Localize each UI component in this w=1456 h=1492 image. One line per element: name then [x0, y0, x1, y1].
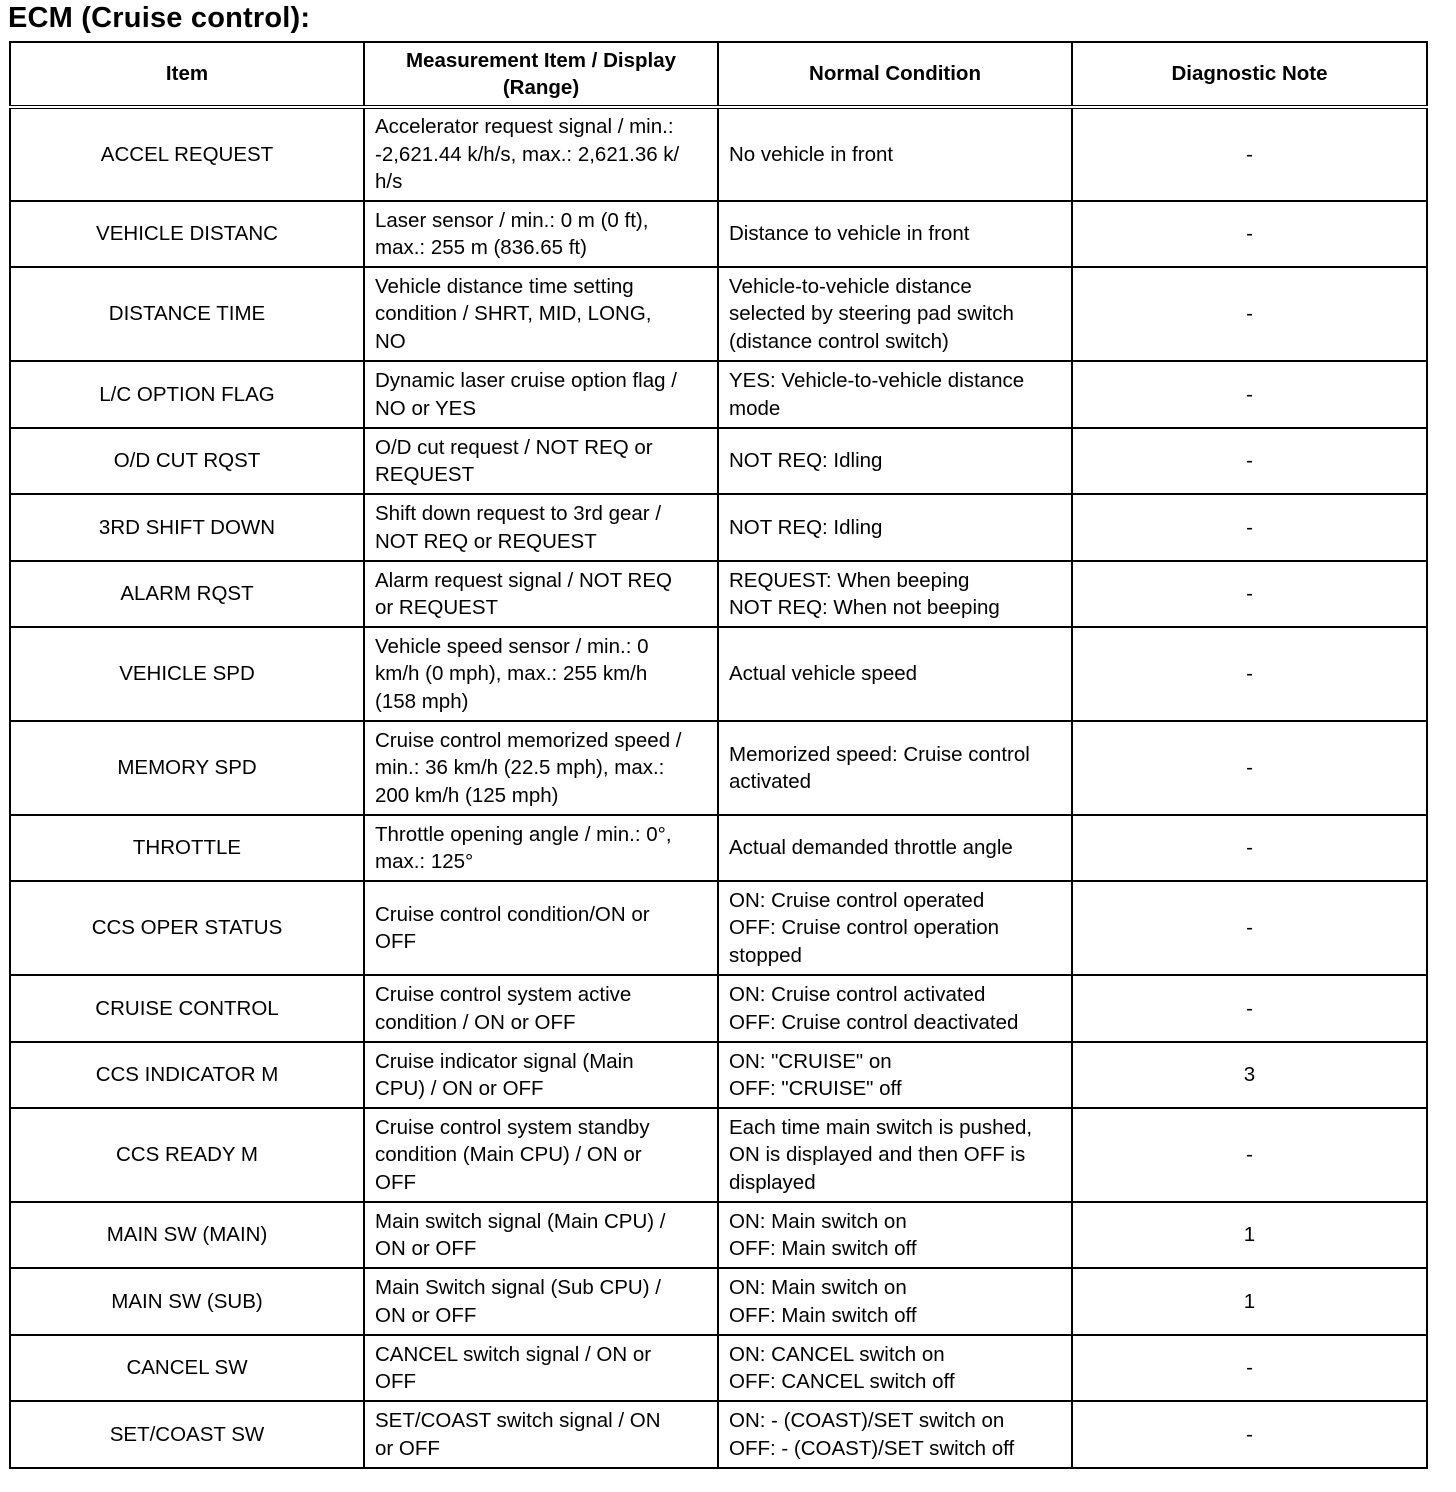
- cell-note: -: [1072, 107, 1427, 201]
- table-row: [10, 1335, 1427, 1401]
- cell-measurement: Laser sensor / min.: 0 m (0 ft), max.: 255 m (836.65 ft): [364, 201, 718, 267]
- cell-note: 1: [1072, 1268, 1427, 1335]
- cell-normal: ON: Main switch on OFF: Main switch off: [718, 1202, 1072, 1268]
- cell-normal: ON: Cruise control activated OFF: Cruise control deactivated: [718, 975, 1072, 1042]
- cell-measurement: Cruise control system standby condition (Main CPU) / ON or OFF: [364, 1108, 718, 1202]
- table-row: [10, 201, 1427, 267]
- cell-measurement: Main switch signal (Main CPU) / ON or OFF: [364, 1202, 718, 1268]
- cell-item: ALARM RQST: [10, 561, 364, 627]
- cell-note: -: [1072, 267, 1427, 361]
- cell-note: -: [1072, 561, 1427, 627]
- cell-note: -: [1072, 1108, 1427, 1202]
- cell-note: -: [1072, 881, 1427, 975]
- table-row: [10, 627, 1427, 721]
- cell-normal: ON: "CRUISE" on OFF: "CRUISE" off: [718, 1042, 1072, 1108]
- cell-item: CRUISE CONTROL: [10, 975, 364, 1042]
- cell-item: MEMORY SPD: [10, 721, 364, 815]
- cell-item: VEHICLE SPD: [10, 627, 364, 721]
- cell-measurement: Cruise control memorized speed / min.: 36 km/h (22.5 mph), max.: 200 km/h (125 mph): [364, 721, 718, 815]
- cell-item: CANCEL SW: [10, 1335, 364, 1401]
- cell-item: 3RD SHIFT DOWN: [10, 494, 364, 561]
- cell-normal: REQUEST: When beeping NOT REQ: When not beeping: [718, 561, 1072, 627]
- cell-note: -: [1072, 627, 1427, 721]
- cell-note: -: [1072, 494, 1427, 561]
- table-row: [10, 107, 1427, 201]
- cell-normal: Actual vehicle speed: [718, 627, 1072, 721]
- cell-normal: Distance to vehicle in front: [718, 201, 1072, 267]
- cell-measurement: Shift down request to 3rd gear / NOT REQ or REQUEST: [364, 494, 718, 561]
- cell-note: -: [1072, 201, 1427, 267]
- cell-item: MAIN SW (MAIN): [10, 1202, 364, 1268]
- cell-measurement: Main Switch signal (Sub CPU) / ON or OFF: [364, 1268, 718, 1335]
- page-title: ECM (Cruise control):: [8, 2, 311, 34]
- cell-item: O/D CUT RQST: [10, 428, 364, 494]
- cell-normal: Actual demanded throttle angle: [718, 815, 1072, 881]
- cell-note: -: [1072, 721, 1427, 815]
- cell-normal: ON: Cruise control operated OFF: Cruise control operation stopped: [718, 881, 1072, 975]
- cell-normal: ON: CANCEL switch on OFF: CANCEL switch off: [718, 1335, 1072, 1401]
- data-table: [9, 41, 1428, 1469]
- table-row: [10, 428, 1427, 494]
- table-row: [10, 1268, 1427, 1335]
- cell-normal: ON: - (COAST)/SET switch on OFF: - (COAST)/SET switch off: [718, 1401, 1072, 1468]
- table-row: [10, 815, 1427, 881]
- header-normal: Normal Condition: [718, 42, 1072, 107]
- table-row: [10, 881, 1427, 975]
- cell-item: DISTANCE TIME: [10, 267, 364, 361]
- cell-item: ACCEL REQUEST: [10, 107, 364, 201]
- cell-item: THROTTLE: [10, 815, 364, 881]
- cell-measurement: O/D cut request / NOT REQ or REQUEST: [364, 428, 718, 494]
- cell-measurement: Alarm request signal / NOT REQ or REQUEST: [364, 561, 718, 627]
- cell-normal: Memorized speed: Cruise control activated: [718, 721, 1072, 815]
- cell-normal: NOT REQ: Idling: [718, 428, 1072, 494]
- header-measurement: [364, 42, 718, 107]
- cell-measurement: Cruise control condition/ON or OFF: [364, 881, 718, 975]
- table-row: [10, 1202, 1427, 1268]
- header-item: Item: [10, 42, 364, 107]
- header-measurement-label: Measurement Item / Display (Range): [405, 49, 676, 99]
- cell-measurement: SET/COAST switch signal / ON or OFF: [364, 1401, 718, 1468]
- cell-measurement: CANCEL switch signal / ON or OFF: [364, 1335, 718, 1401]
- table-row: [10, 267, 1427, 361]
- cell-note: 1: [1072, 1202, 1427, 1268]
- table-row: [10, 1042, 1427, 1108]
- cell-normal: NOT REQ: Idling: [718, 494, 1072, 561]
- cell-item: VEHICLE DISTANC: [10, 201, 364, 267]
- cell-note: -: [1072, 1335, 1427, 1401]
- table-row: [10, 721, 1427, 815]
- cell-measurement: Cruise control system active condition / ON or OFF: [364, 975, 718, 1042]
- cell-item: CCS INDICATOR M: [10, 1042, 364, 1108]
- cell-measurement: Dynamic laser cruise option flag / NO or YES: [364, 361, 718, 428]
- cell-normal: Vehicle-to-vehicle distance selected by steering pad switch (distance control switch): [718, 267, 1072, 361]
- cell-note: -: [1072, 975, 1427, 1042]
- cell-normal: Each time main switch is pushed, ON is displayed and then OFF is displayed: [718, 1108, 1072, 1202]
- cell-measurement: Accelerator request signal / min.: -2,621.44 k/h/s, max.: 2,621.36 k/ h/s: [364, 107, 718, 201]
- table-row: [10, 361, 1427, 428]
- cell-normal: No vehicle in front: [718, 107, 1072, 201]
- table-row: [10, 561, 1427, 627]
- cell-measurement: Vehicle speed sensor / min.: 0 km/h (0 mph), max.: 255 km/h (158 mph): [364, 627, 718, 721]
- cell-item: L/C OPTION FLAG: [10, 361, 364, 428]
- cell-note: 3: [1072, 1042, 1427, 1108]
- cell-note: -: [1072, 361, 1427, 428]
- cell-note: -: [1072, 815, 1427, 881]
- table-row: [10, 975, 1427, 1042]
- cell-normal: ON: Main switch on OFF: Main switch off: [718, 1268, 1072, 1335]
- cell-item: CCS READY M: [10, 1108, 364, 1202]
- cell-measurement: Cruise indicator signal (Main CPU) / ON or OFF: [364, 1042, 718, 1108]
- cell-item: CCS OPER STATUS: [10, 881, 364, 975]
- table-row: [10, 494, 1427, 561]
- cell-item: SET/COAST SW: [10, 1401, 364, 1468]
- cell-note: -: [1072, 428, 1427, 494]
- header-row: [10, 42, 1427, 107]
- header-note: Diagnostic Note: [1072, 42, 1427, 107]
- cell-note: -: [1072, 1401, 1427, 1468]
- cell-measurement: Throttle opening angle / min.: 0°, max.: 125°: [364, 815, 718, 881]
- table-row: [10, 1108, 1427, 1202]
- cell-measurement: Vehicle distance time setting condition / SHRT, MID, LONG, NO: [364, 267, 718, 361]
- table-row: [10, 1401, 1427, 1468]
- cell-normal: YES: Vehicle-to-vehicle distance mode: [718, 361, 1072, 428]
- cell-item: MAIN SW (SUB): [10, 1268, 364, 1335]
